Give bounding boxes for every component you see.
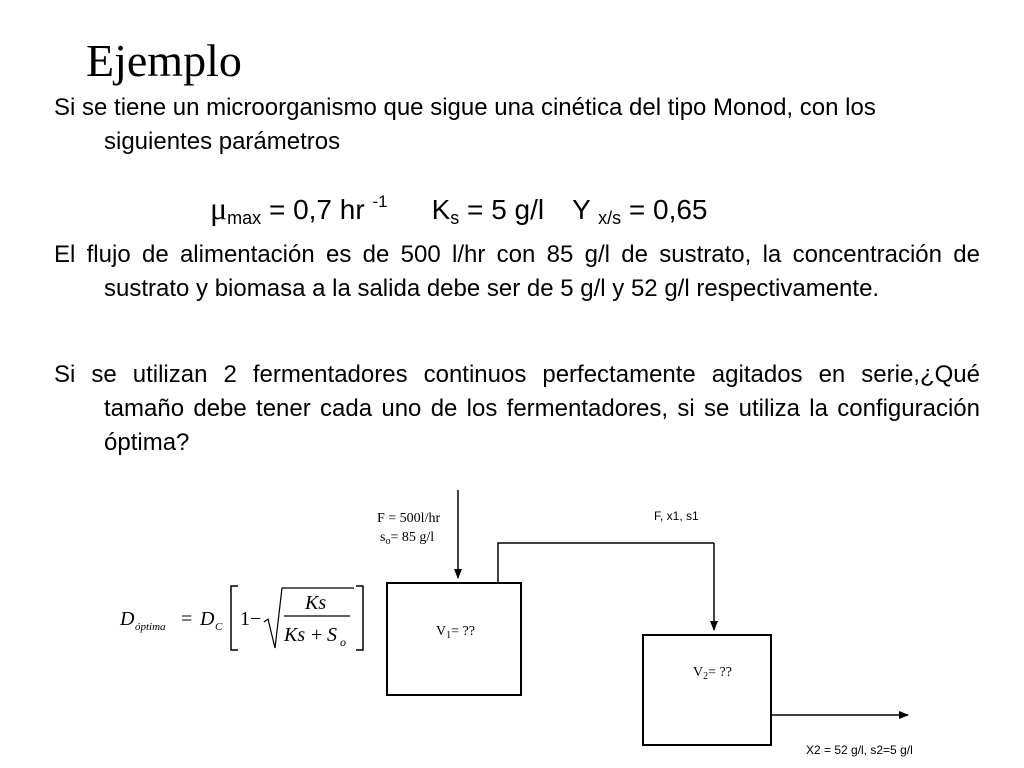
mu-exponent: -1 [372,192,388,211]
mu-symbol: μ [210,190,228,226]
optimal-dilution-formula [118,582,378,656]
ks-symbol: K [431,194,451,225]
v2-subscript: 2 [703,671,709,682]
formula-left-bracket [231,586,238,650]
formula-rhs-subscript: C [215,621,223,633]
feed-s-symbol: s [380,530,386,545]
v1-label [436,624,475,641]
v2-symbol: V [693,665,704,680]
formula-denominator-ks: Ks [284,624,306,646]
feed-substrate-label [380,530,434,547]
intermediate-stream-label: F, x1, s1 [654,509,699,523]
yield-symbol: Y [572,194,599,225]
feed-flow-label: F = 500l/hr [377,511,441,526]
formula-one-minus: 1− [240,608,262,630]
formula-denominator-s: S [327,624,337,646]
formula-right-bracket [356,586,363,650]
ks-subscript: s [450,208,460,228]
mu-value: = 0,7 hr [261,194,373,225]
feed-s-value: = 85 g/l [390,530,435,545]
feed-s-subscript: o [385,536,391,547]
formula-lhs-d: D [120,608,135,630]
v1-symbol: V [436,624,447,639]
mu-subscript: max [227,208,262,228]
v1-value: = ?? [451,624,475,639]
fermenter-2 [642,634,772,746]
question-paragraph: Si se utilizan 2 fermentadores continuos perfectamente agitados en serie,¿Qué tamaño debe tener cada uno de los fermentadores, si se utiliza la configuración óptima? [54,361,980,456]
slide-title: Ejemplo [86,35,242,86]
v1-subscript: 1 [446,630,452,641]
formula-equals: = [181,608,193,630]
intro-paragraph: Si se tiene un microorganismo que sigue una cinética del tipo Monod, con los siguientes parámetros [54,94,876,155]
transfer-line [498,543,714,582]
yield-value: = 0,65 [621,194,708,225]
v2-label [693,665,732,682]
outlet-stream-label: X2 = 52 g/l, s2=5 g/l [806,743,913,757]
ks-value: = 5 g/l [459,194,545,225]
v2-value: = ?? [708,665,732,680]
feed-paragraph: El flujo de alimentación es de 500 l/hr con 85 g/l de sustrato, la concentración de sustrato y biomasa a la salida debe ser de 5 g/l y 52 g/l respectivamente. [54,241,980,302]
formula-denominator-subscript: o [340,635,346,649]
formula-numerator: Ks [305,592,327,614]
formula-rhs-d: D [200,608,215,630]
yield-subscript: x/s [598,208,622,228]
formula-lhs-subscript: óptima [135,621,166,633]
formula-plus: + [311,624,323,646]
